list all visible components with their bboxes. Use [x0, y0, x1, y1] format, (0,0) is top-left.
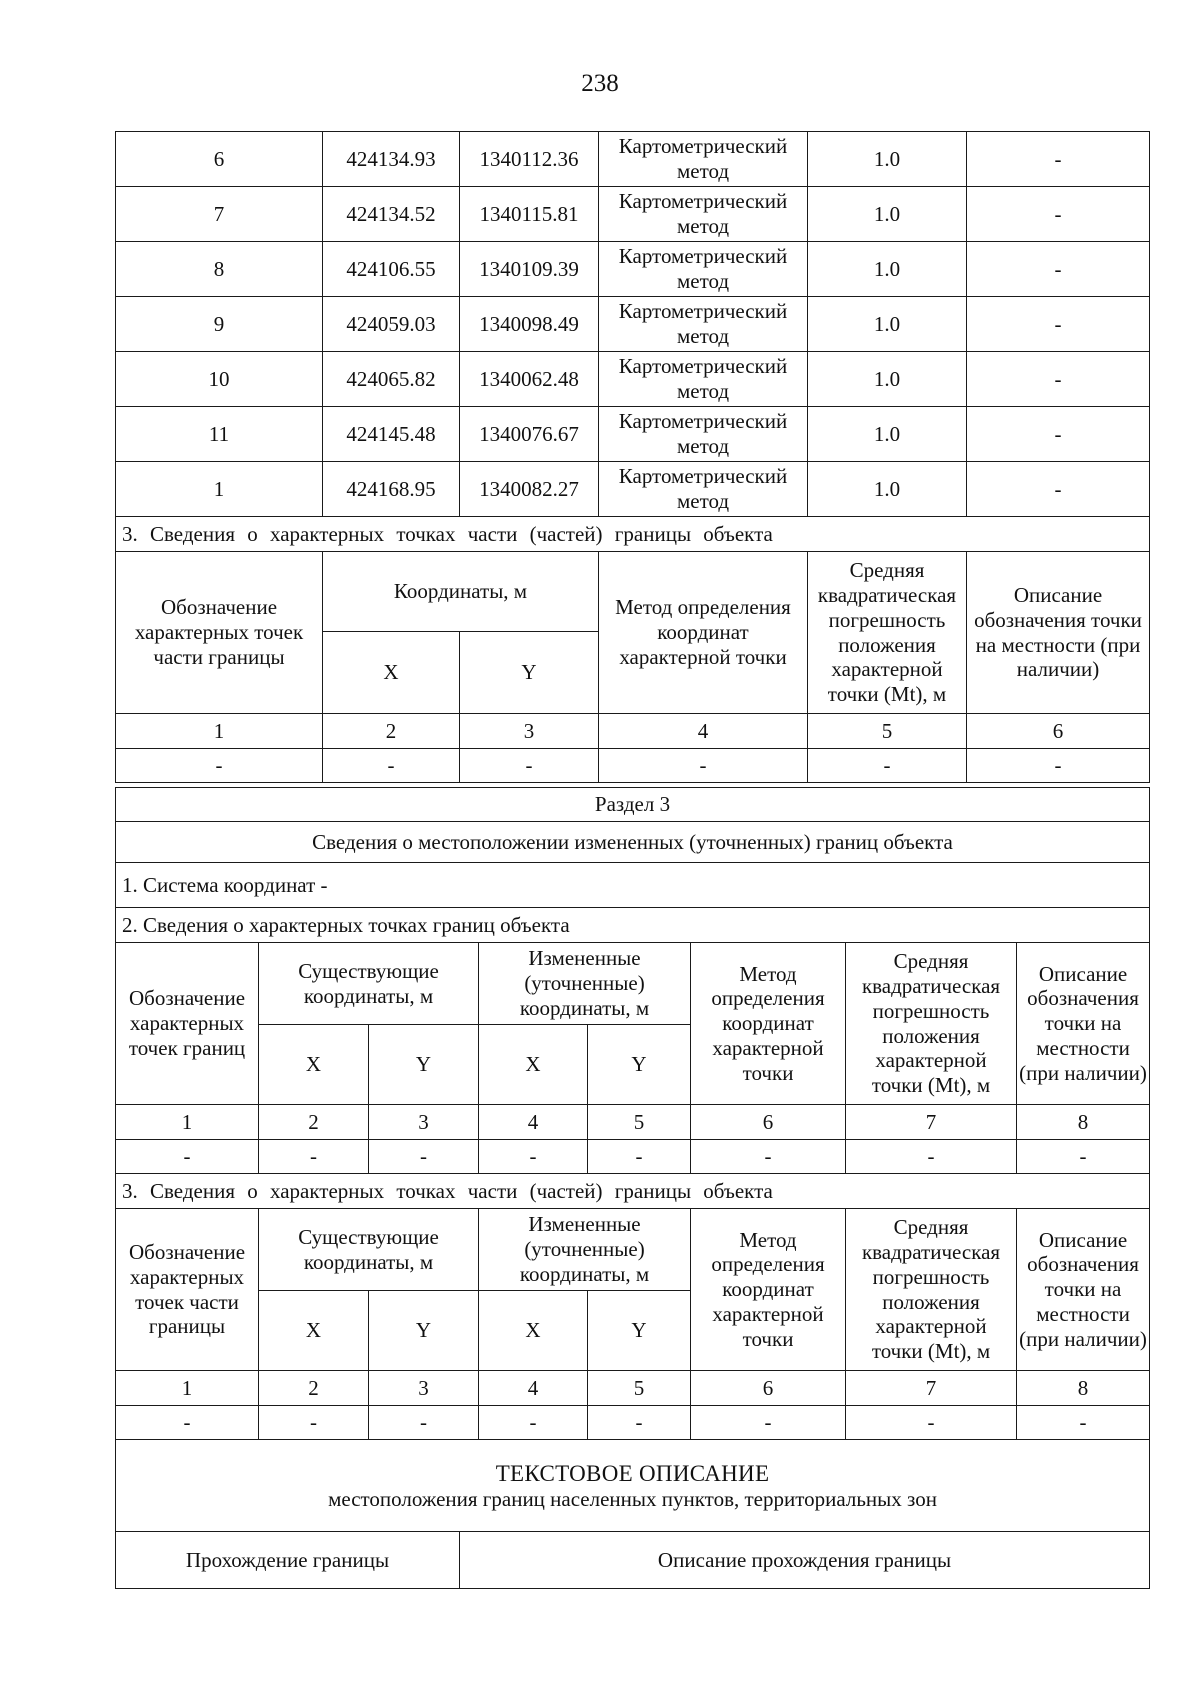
- empty-cell: -: [691, 1406, 846, 1440]
- point-method: Картометрический метод: [599, 187, 808, 242]
- point-number: 10: [116, 352, 323, 407]
- point-mean-error: 1.0: [808, 242, 967, 297]
- s3p-header-method: Метод определения координат характерной точки: [691, 1209, 846, 1371]
- header-method: Метод определения координат характерной точки: [599, 552, 808, 714]
- column-number-cell: 5: [588, 1105, 691, 1140]
- point-description: -: [967, 132, 1150, 187]
- column-number-cell: 6: [691, 1371, 846, 1406]
- s3-header-description: Описание обозначения точки на местности (при наличии): [1017, 943, 1150, 1105]
- s3-header-y-changed: Y: [588, 1025, 691, 1105]
- page-number: 238: [581, 70, 619, 97]
- column-number-cell: 2: [259, 1371, 369, 1406]
- point-y: 1340098.49: [460, 297, 599, 352]
- s3-header-mean-error: Средняя квадратическая погрешность положения характерной точки (Mt), м: [846, 943, 1017, 1105]
- empty-cell: -: [369, 1406, 479, 1440]
- text-description-cell: [116, 1440, 1150, 1532]
- column-number-cell: 4: [479, 1371, 588, 1406]
- point-mean-error: 1.0: [808, 407, 967, 462]
- point-y: 1340109.39: [460, 242, 599, 297]
- point-y: 1340112.36: [460, 132, 599, 187]
- point-x: 424106.55: [323, 242, 460, 297]
- header-point-designation: Обозначение характерных точек части границы: [116, 552, 323, 714]
- point-mean-error: 1.0: [808, 132, 967, 187]
- text-description-title: ТЕКСТОВОЕ ОПИСАНИЕ: [495, 1460, 770, 1486]
- empty-cell: -: [116, 749, 323, 783]
- point-x: 424134.52: [323, 187, 460, 242]
- point-description: -: [967, 242, 1150, 297]
- point-number: 9: [116, 297, 323, 352]
- header-y: Y: [460, 632, 599, 714]
- s3-header-changed: Измененные (уточненные) координаты, м: [479, 943, 691, 1025]
- s3p-header-y-existing: Y: [369, 1291, 479, 1371]
- s3p-header-description: Описание обозначения точки на местности (при наличии): [1017, 1209, 1150, 1371]
- empty-cell: -: [116, 1140, 259, 1174]
- column-boundary-description: Описание прохождения границы: [460, 1532, 1150, 1589]
- empty-cell: -: [460, 749, 599, 783]
- empty-cell: -: [588, 1406, 691, 1440]
- point-method: Картометрический метод: [599, 132, 808, 187]
- point-y: 1340076.67: [460, 407, 599, 462]
- empty-cell: -: [1017, 1140, 1150, 1174]
- column-number-cell: 2: [259, 1105, 369, 1140]
- empty-cell: -: [479, 1140, 588, 1174]
- point-y: 1340115.81: [460, 187, 599, 242]
- table-row: [116, 132, 1150, 187]
- s3p-header-x-changed: X: [479, 1291, 588, 1371]
- empty-cell: -: [588, 1140, 691, 1174]
- point-method: Картометрический метод: [599, 242, 808, 297]
- column-number-cell: 3: [460, 714, 599, 749]
- column-number-cell: 7: [846, 1371, 1017, 1406]
- point-number: 8: [116, 242, 323, 297]
- point-description: -: [967, 462, 1150, 517]
- section3-parts-title: 3. Сведения о характерных точках части (частей) границы объекта: [116, 1174, 1150, 1209]
- column-number-cell: 3: [369, 1105, 479, 1140]
- empty-cell: -: [846, 1140, 1017, 1174]
- point-number: 7: [116, 187, 323, 242]
- column-number-cell: 4: [599, 714, 808, 749]
- point-mean-error: 1.0: [808, 297, 967, 352]
- column-number-cell: 5: [588, 1371, 691, 1406]
- point-description: -: [967, 407, 1150, 462]
- s3p-header-mean-error: Средняя квадратическая погрешность положения характерной точки (Mt), м: [846, 1209, 1017, 1371]
- empty-cell: -: [846, 1406, 1017, 1440]
- s3-header-method: Метод определения координат характерной точки: [691, 943, 846, 1105]
- point-method: Картометрический метод: [599, 352, 808, 407]
- point-number: 11: [116, 407, 323, 462]
- column-number-cell: 4: [479, 1105, 588, 1140]
- s3p-header-changed: Измененные (уточненные) координаты, м: [479, 1209, 691, 1291]
- text-description-table: [115, 1439, 1150, 1589]
- header-coordinates: Координаты, м: [323, 552, 599, 632]
- section3-points-title: 2. Сведения о характерных точках границ объекта: [116, 908, 1150, 943]
- point-y: 1340082.27: [460, 462, 599, 517]
- empty-cell: -: [323, 749, 460, 783]
- header-mean-error: Средняя квадратическая погрешность положения характерной точки (Mt), м: [808, 552, 967, 714]
- column-number-cell: 7: [846, 1105, 1017, 1140]
- column-boundary: Прохождение границы: [116, 1532, 460, 1589]
- column-number-cell: 6: [967, 714, 1150, 749]
- point-x: 424065.82: [323, 352, 460, 407]
- column-number-cell: 8: [1017, 1105, 1150, 1140]
- empty-cell: -: [1017, 1406, 1150, 1440]
- empty-cell: -: [479, 1406, 588, 1440]
- s3-header-x-changed: X: [479, 1025, 588, 1105]
- point-description: -: [967, 352, 1150, 407]
- column-number-cell: 3: [369, 1371, 479, 1406]
- column-number-cell: 1: [116, 1371, 259, 1406]
- point-method: Картометрический метод: [599, 407, 808, 462]
- point-mean-error: 1.0: [808, 462, 967, 517]
- s3p-header-x-existing: X: [259, 1291, 369, 1371]
- s3-header-existing: Существующие координаты, м: [259, 943, 479, 1025]
- header-point-description: Описание обозначения точки на местности (при наличии): [967, 552, 1150, 714]
- empty-cell: -: [599, 749, 808, 783]
- section3-subheading: Сведения о местоположении измененных (уточненных) границ объекта: [116, 822, 1150, 863]
- table-row: [116, 407, 1150, 462]
- empty-cell: -: [259, 1406, 369, 1440]
- point-method: Картометрический метод: [599, 462, 808, 517]
- section3-heading: Раздел 3: [116, 788, 1150, 822]
- s3p-header-existing: Существующие координаты, м: [259, 1209, 479, 1291]
- point-number: 6: [116, 132, 323, 187]
- column-number-cell: 1: [116, 1105, 259, 1140]
- table-row: [116, 352, 1150, 407]
- point-x: 424145.48: [323, 407, 460, 462]
- s3-header-y-existing: Y: [369, 1025, 479, 1105]
- table-row: [116, 462, 1150, 517]
- point-mean-error: 1.0: [808, 352, 967, 407]
- section3-header-table: [115, 787, 1150, 943]
- point-x: 424134.93: [323, 132, 460, 187]
- s3-header-point: Обозначение характерных точек границ: [116, 943, 259, 1105]
- table-row: [116, 297, 1150, 352]
- column-number-cell: 6: [691, 1105, 846, 1140]
- empty-cell: -: [259, 1140, 369, 1174]
- section3-points-table: [115, 942, 1150, 1440]
- column-number-cell: 5: [808, 714, 967, 749]
- section-title-parts: 3. Сведения о характерных точках части (частей) границы объекта: [116, 517, 1150, 552]
- header-x: X: [323, 632, 460, 714]
- empty-cell: -: [808, 749, 967, 783]
- point-number: 1: [116, 462, 323, 517]
- empty-cell: -: [369, 1140, 479, 1174]
- empty-cell: -: [691, 1140, 846, 1174]
- text-description-subtitle: местоположения границ населенных пунктов, территориальных зон: [328, 1486, 937, 1511]
- point-description: -: [967, 297, 1150, 352]
- point-x: 424059.03: [323, 297, 460, 352]
- point-y: 1340062.48: [460, 352, 599, 407]
- table-row: [116, 187, 1150, 242]
- empty-cell: -: [967, 749, 1150, 783]
- s3p-header-y-changed: Y: [588, 1291, 691, 1371]
- column-number-cell: 2: [323, 714, 460, 749]
- point-x: 424168.95: [323, 462, 460, 517]
- coordinate-system: 1. Система координат -: [116, 863, 1150, 908]
- s3-header-x-existing: X: [259, 1025, 369, 1105]
- s3p-header-point: Обозначение характерных точек части границы: [116, 1209, 259, 1371]
- point-mean-error: 1.0: [808, 187, 967, 242]
- empty-cell: -: [116, 1406, 259, 1440]
- column-number-cell: 8: [1017, 1371, 1150, 1406]
- table-row: [116, 242, 1150, 297]
- point-method: Картометрический метод: [599, 297, 808, 352]
- point-description: -: [967, 187, 1150, 242]
- column-number-cell: 1: [116, 714, 323, 749]
- boundary-points-table: [115, 131, 1150, 783]
